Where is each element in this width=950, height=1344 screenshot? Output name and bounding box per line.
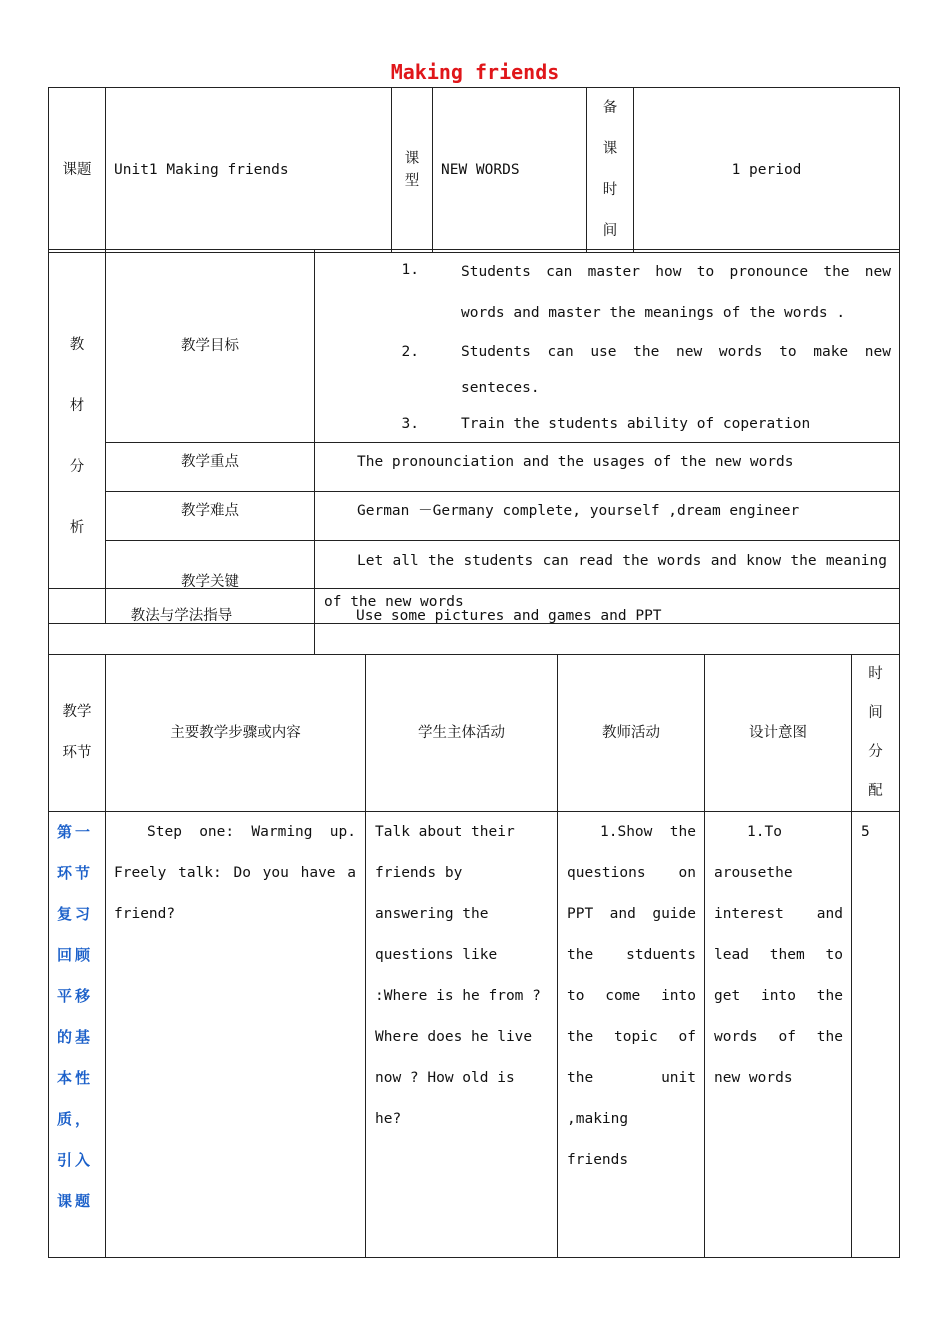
steps-header: 主要教学步骤或内容 [106,655,366,812]
design-intent-header: 设计意图 [705,655,852,812]
difficult-points-label: 教学难点 [106,492,315,541]
time-allocation-header: 时间分配 [852,655,900,812]
teacher-activity-cell: 1.Show the questions on PPT and guide the stduents to come into the topic of the unit ,making friends [558,812,705,1258]
objectives-cell [315,250,900,443]
method-label: 教法与学法指导 [49,589,315,655]
objective-item: 3. Train the students ability of coperation [401,416,811,432]
key-crux-value: Let all the students can read the words and know the meaning of the new words [315,541,900,624]
objective-item: 1. Students can master how to pronounce the new words and master the meanings of the words . [401,262,891,321]
method-table [48,588,900,655]
objectives-list [315,252,899,442]
key-points-value: The pronounciation and the usages of the new words [315,443,900,492]
type-label: 课型 [392,88,433,253]
objective-item: 2. Students can use the new words to make new senteces. [401,344,891,396]
student-activity-header: 学生主体活动 [366,655,558,812]
analysis-table [48,249,900,624]
time-value: 1 period [634,88,900,253]
design-intent-cell: 1.To arousethe interest and lead them to get into the words of the new words [705,812,852,1258]
type-value: NEW WORDS [433,88,587,253]
topic-label: 课题 [49,88,106,253]
topic-value: Unit1 Making friends [106,88,392,253]
teacher-activity-header: 教师活动 [558,655,705,812]
key-points-label: 教学重点 [106,443,315,492]
steps-cell: Step one: Warming up. Freely talk: Do you have a friend? [106,812,366,1258]
time-allocation-cell: 5 [852,812,900,1258]
stage-header: 教学环节 [49,655,106,812]
time-label: 备课时间 [587,88,634,253]
difficult-points-value: German －Germany complete, yourself ,dream engineer [315,492,900,541]
stage-cell: 第一环节复习回顾平移的基本性质，引入课题 [49,812,106,1258]
analysis-section-label: 教材分析 [49,250,106,624]
document-title: Making friends [390,60,560,84]
info-table [48,87,900,253]
key-crux-label: 教学关键 [106,541,315,624]
method-value: Use some pictures and games and PPT [315,589,900,655]
objectives-label: 教学目标 [106,250,315,443]
process-table [48,654,900,1258]
student-activity-cell: Talk about their friends by answering the questions like :Where is he from ? Where does he live now ? How old is he? [366,812,558,1258]
